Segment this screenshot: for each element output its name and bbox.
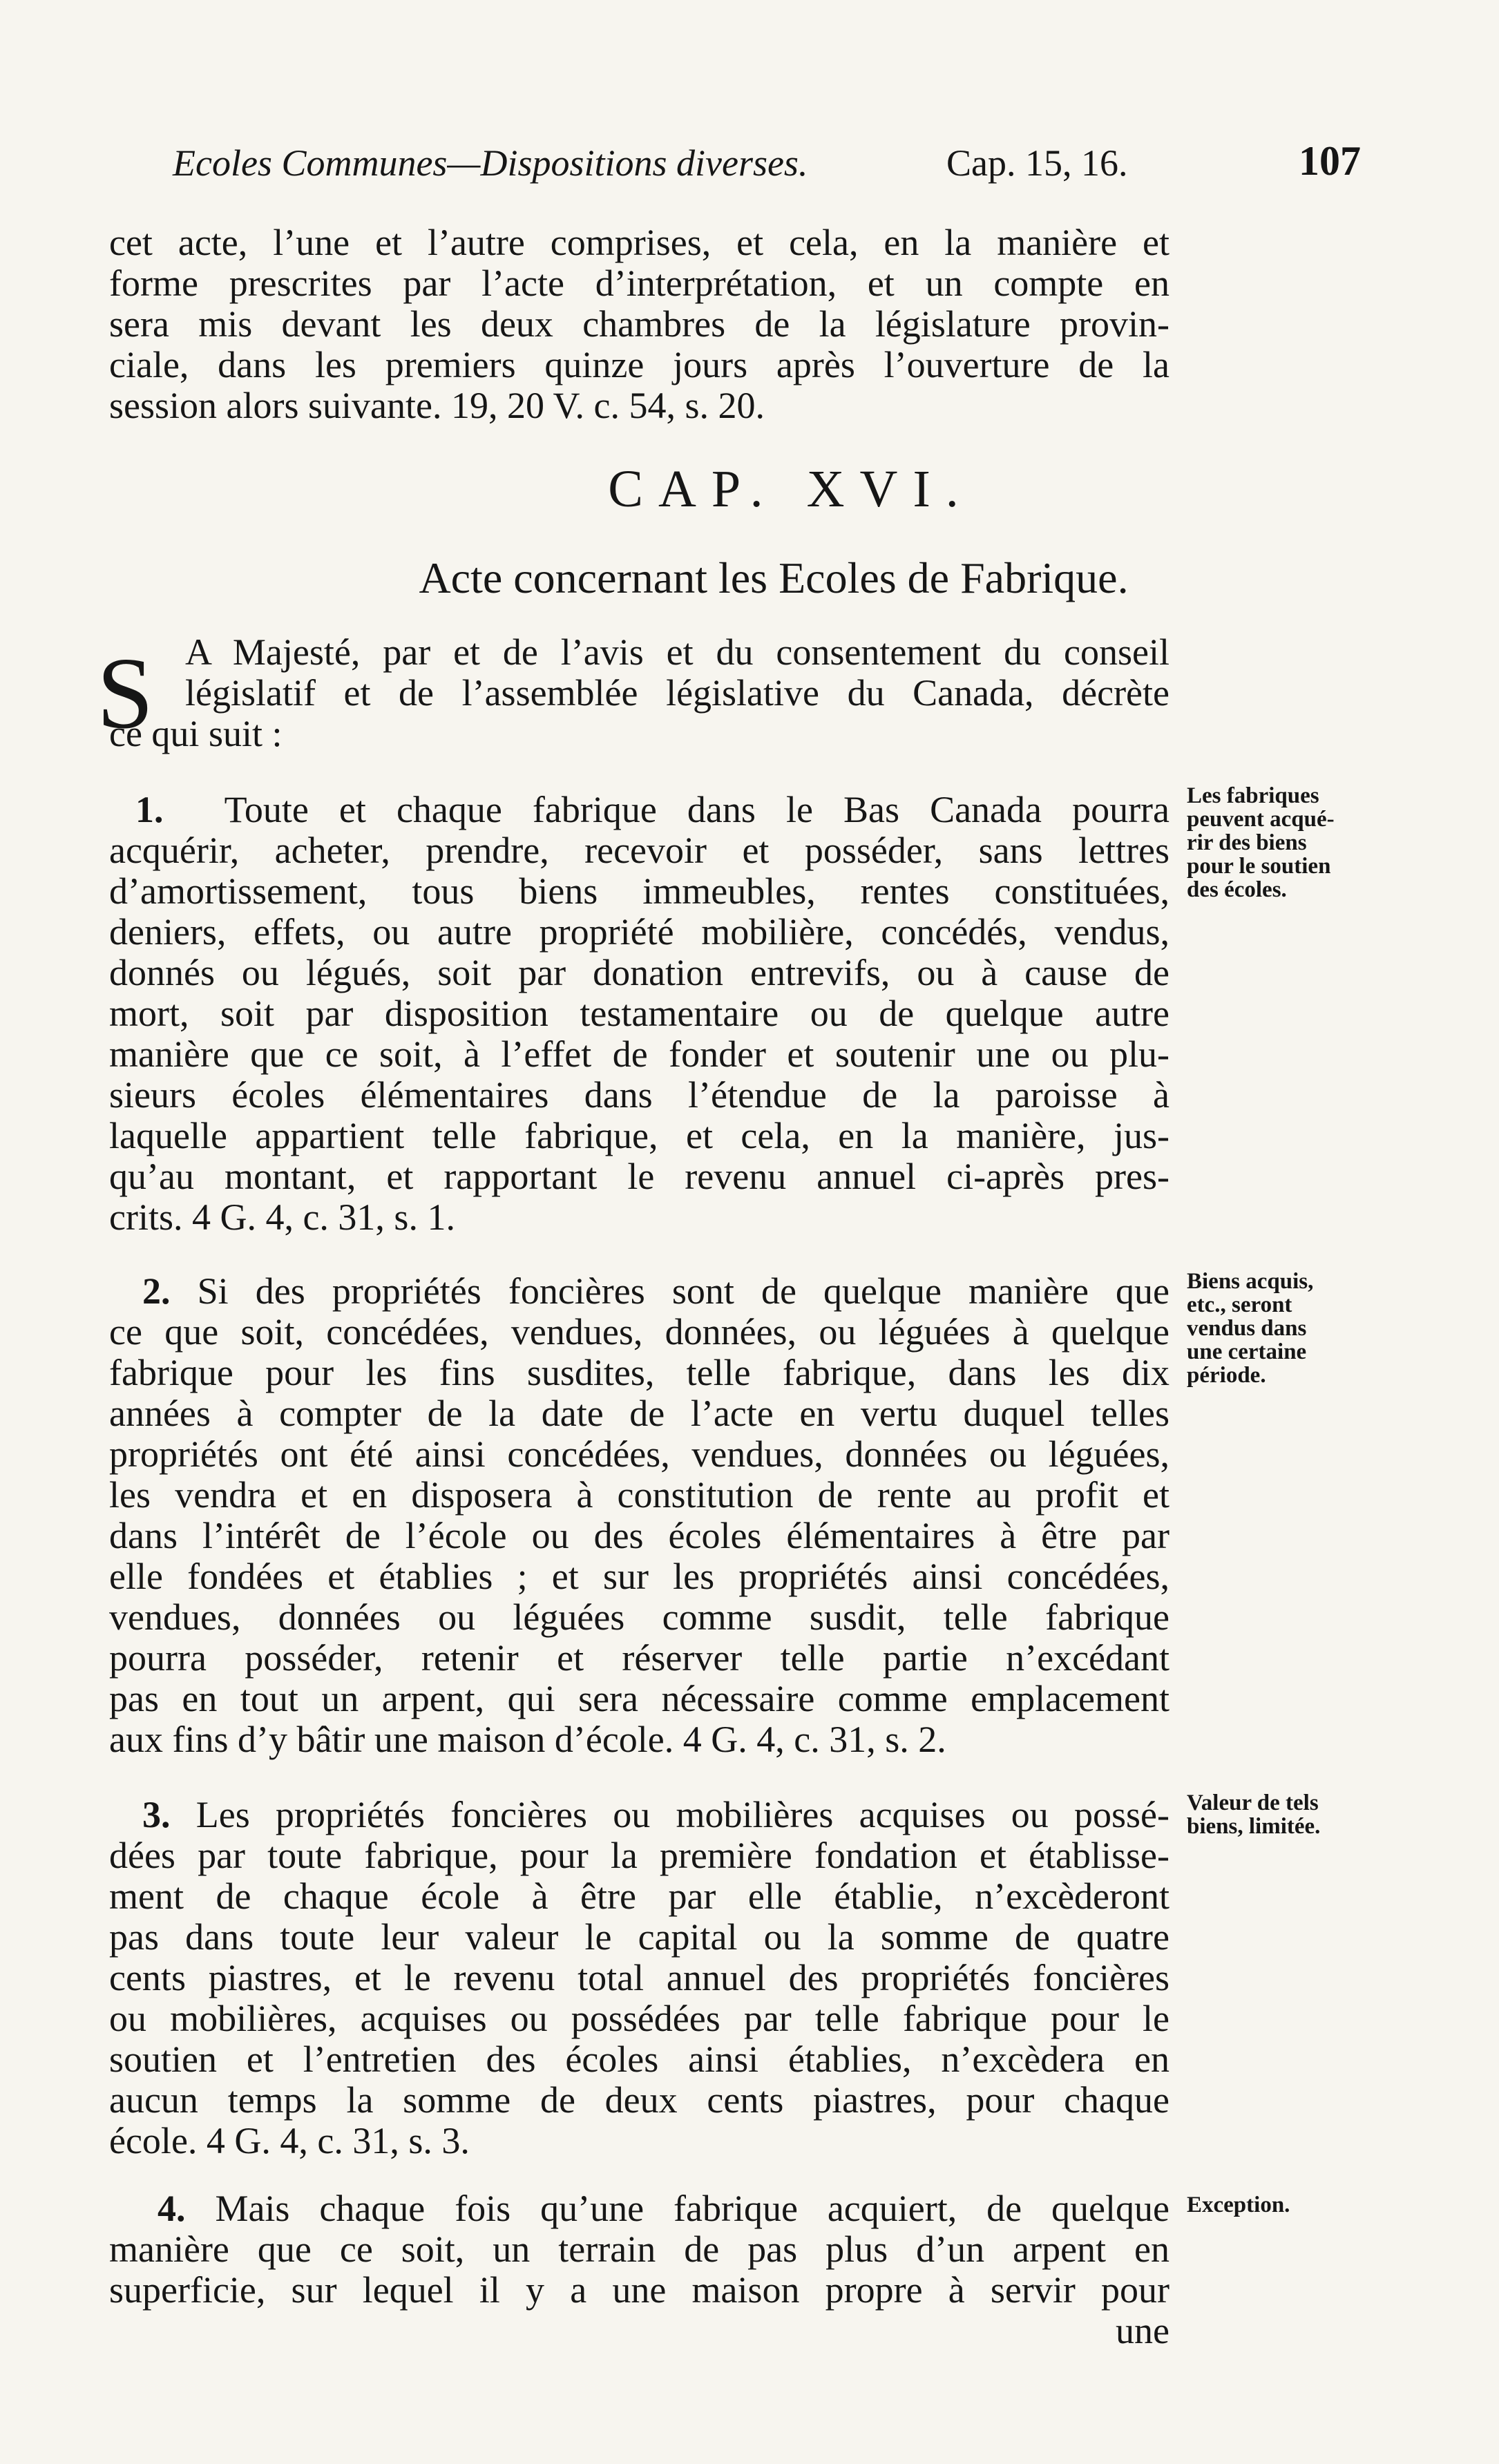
catchword: une bbox=[1116, 2310, 1169, 2351]
text-line: crits. 4 G. 4, c. 31, s. 1. bbox=[109, 1196, 455, 1238]
section-first-line bbox=[109, 1795, 1169, 1835]
page-number: 107 bbox=[1299, 138, 1361, 184]
text-line: ou mobilières, acquises ou possédées par telle fabrique pour le bbox=[109, 1998, 1169, 2039]
margin-note-3 bbox=[1187, 1791, 1373, 1838]
text-line: aucun temps la somme de deux cents piastres, pour chaque bbox=[109, 2079, 1169, 2121]
text-line: Mais chaque fois qu’une fabrique acquiert, de quelque bbox=[215, 2188, 1169, 2229]
section-number: 4. bbox=[157, 2188, 186, 2229]
text-line: ce que soit, concédées, vendues, données, ou léguées à quelque bbox=[109, 1311, 1169, 1353]
text-line: acquérir, acheter, prendre, recevoir et posséder, sans lettres bbox=[109, 830, 1169, 871]
text-line: ciale, dans les premiers quinze jours après l’ouverture de la bbox=[109, 344, 1169, 385]
margin-note-2 bbox=[1187, 1270, 1373, 1387]
section-first-line bbox=[109, 790, 1169, 830]
text-line: propriétés ont été ainsi concédées, vendues, données ou léguées, bbox=[109, 1433, 1169, 1475]
text-line: manière que ce soit, à l’effet de fonder et soutenir une ou plu- bbox=[109, 1033, 1169, 1075]
section-3 bbox=[109, 1795, 1169, 2161]
header-chapter: Cap. 15, 16. bbox=[946, 142, 1128, 184]
margin-note-line: peuvent acqué- bbox=[1187, 807, 1335, 832]
text-line: cents piastres, et le revenu total annuel des propriétés foncières bbox=[109, 1957, 1169, 1998]
section-number: 3. bbox=[142, 1794, 171, 1835]
text-line: d’amortissement, tous biens immeubles, rentes constituées, bbox=[109, 870, 1169, 912]
margin-note-4 bbox=[1187, 2193, 1373, 2217]
text-line: sera mis devant les deux chambres de la législature provin- bbox=[109, 303, 1169, 345]
text-line: pas dans toute leur valeur le capital ou la somme de quatre bbox=[109, 1916, 1169, 1958]
section-number: 2. bbox=[142, 1270, 171, 1312]
running-header bbox=[173, 138, 1361, 197]
text-line: pas en tout un arpent, qui sera nécessaire comme emplacement bbox=[109, 1678, 1169, 1719]
text-line: donnés ou légués, soit par donation entrevifs, ou à cause de bbox=[109, 952, 1169, 993]
text-line: ce qui suit : bbox=[109, 713, 283, 754]
text-line: fabrique pour les fins susdites, telle fabrique, dans les dix bbox=[109, 1352, 1169, 1393]
text-line: les vendra et en disposera à constitution de rente au profit et bbox=[109, 1474, 1169, 1516]
margin-note-line: Exception. bbox=[1187, 2193, 1290, 2217]
margin-note-line: une certaine bbox=[1187, 1339, 1307, 1364]
margin-note-line: rir des biens bbox=[1187, 830, 1307, 855]
text-line: session alors suivante. 19, 20 V. c. 54, s. 20. bbox=[109, 385, 765, 426]
text-line: dées par toute fabrique, pour la première fondation et établisse- bbox=[109, 1835, 1169, 1876]
margin-note-line: etc., seront bbox=[1187, 1292, 1292, 1317]
preamble bbox=[109, 632, 1169, 754]
margin-note-line: vendus dans bbox=[1187, 1316, 1307, 1341]
text-line: laquelle appartient telle fabrique, et cela, en la manière, jus- bbox=[109, 1115, 1169, 1156]
text-line: manière que ce soit, un terrain de pas plus d’un arpent en bbox=[109, 2228, 1169, 2270]
text-line: superficie, sur lequel il y a une maison propre à servir pour bbox=[109, 2269, 1169, 2311]
text-line: deniers, effets, ou autre propriété mobilière, concédés, vendus, bbox=[109, 911, 1169, 953]
text-line: ment de chaque école à être par elle établie, n’excèderont bbox=[109, 1875, 1169, 1917]
margin-note-line: biens, limitée. bbox=[1187, 1814, 1321, 1839]
text-line: dans l’intérêt de l’école ou des écoles élémentaires à être par bbox=[109, 1515, 1169, 1556]
margin-note-1 bbox=[1187, 784, 1373, 901]
margin-note-line: Les fabriques bbox=[1187, 783, 1319, 808]
text-line: qu’au montant, et rapportant le revenu annuel ci-après pres- bbox=[109, 1156, 1169, 1197]
text-line: forme prescrites par l’acte d’interprétation, et un compte en bbox=[109, 262, 1169, 304]
text-line: A Majesté, par et de l’avis et du consentement du conseil bbox=[185, 631, 1169, 673]
text-line: elle fondées et établies ; et sur les propriétés ainsi concédées, bbox=[109, 1556, 1169, 1597]
text-line: années à compter de la date de l’acte en vertu duquel telles bbox=[109, 1393, 1169, 1434]
text-line: cet acte, l’une et l’autre comprises, et cela, en la manière et bbox=[109, 222, 1169, 263]
text-line: soutien et l’entretien des écoles ainsi établies, n’excèdera en bbox=[109, 2038, 1169, 2080]
text-line: sieurs écoles élémentaires dans l’étendue de la paroisse à bbox=[109, 1074, 1169, 1116]
text-line: école. 4 G. 4, c. 31, s. 3. bbox=[109, 2120, 470, 2161]
text-line: mort, soit par disposition testamentaire ou de quelque autre bbox=[109, 993, 1169, 1034]
header-title: Ecoles Communes—Dispositions diverses. bbox=[173, 142, 808, 184]
margin-note-line: Biens acquis, bbox=[1187, 1269, 1314, 1294]
text-line: Si des propriétés foncières sont de quelque manière que bbox=[197, 1270, 1170, 1312]
section-2 bbox=[109, 1271, 1169, 1760]
intro-paragraph bbox=[109, 222, 1169, 426]
chapter-number: CAP. XVI. bbox=[608, 460, 974, 518]
text-line: pourra posséder, retenir et réserver telle partie n’excédant bbox=[109, 1637, 1169, 1679]
text-line: Toute et chaque fabrique dans le Bas Canada pourra bbox=[224, 789, 1170, 830]
act-title: Acte concernant les Ecoles de Fabrique. bbox=[419, 553, 1129, 602]
text-line: aux fins d’y bâtir une maison d’école. 4 G. 4, c. 31, s. 2. bbox=[109, 1719, 946, 1760]
margin-note-line: pour le soutien bbox=[1187, 854, 1331, 879]
margin-note-line: des écoles. bbox=[1187, 877, 1287, 902]
margin-note-line: Valeur de tels bbox=[1187, 1790, 1319, 1815]
text-line: vendues, données ou léguées comme susdit, telle fabrique bbox=[109, 1596, 1169, 1638]
section-4 bbox=[109, 2188, 1169, 2351]
drop-cap: S bbox=[97, 637, 154, 750]
section-1 bbox=[109, 790, 1169, 1238]
text-line: Les propriétés foncières ou mobilières acquises ou possé- bbox=[195, 1794, 1169, 1835]
section-first-line bbox=[109, 1271, 1169, 1312]
text-line: législatif et de l’assemblée législative du Canada, décrète bbox=[185, 672, 1169, 714]
margin-note-line: période. bbox=[1187, 1363, 1266, 1388]
section-first-line bbox=[109, 2188, 1169, 2229]
section-number: 1. bbox=[135, 789, 164, 830]
